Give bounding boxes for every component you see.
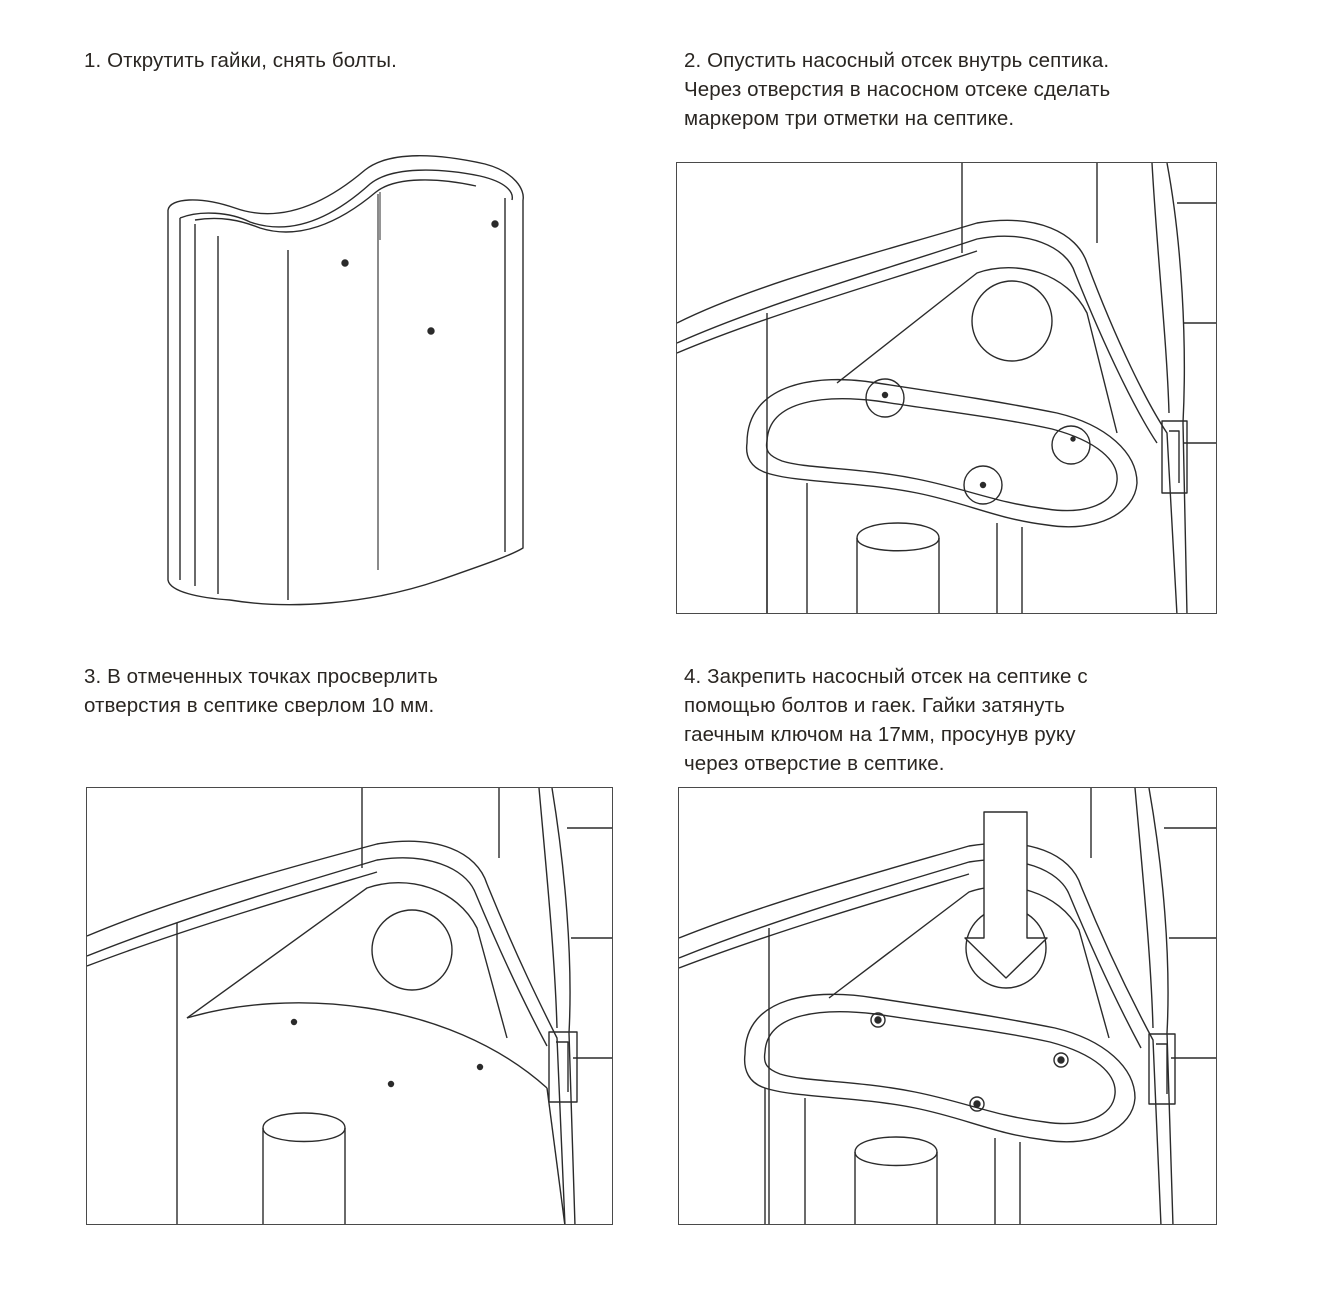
step-4-caption — [684, 662, 1088, 778]
step-3-line-1: 3. В отмеченных точках просверлить — [84, 665, 439, 688]
step-2-line-3: маркером три отметки на септике. — [684, 107, 1015, 130]
step-4-illustration — [678, 787, 1217, 1225]
step-2-line-1: 2. Опустить насосный отсек внутрь септика. — [684, 49, 1110, 72]
step-1-caption — [84, 46, 397, 75]
step-3-caption — [84, 662, 438, 720]
step-3-illustration — [86, 787, 613, 1225]
step-2-caption — [684, 46, 1110, 133]
step-4-line-4: через отверстие в септике. — [684, 752, 945, 775]
step-4-line-2: помощью болтов и гаек. Гайки затянуть — [684, 694, 1065, 717]
step-1-illustration — [140, 140, 560, 620]
step-2-illustration — [676, 162, 1217, 614]
step-3-line-2: отверстия в септике сверлом 10 мм. — [84, 694, 435, 717]
step-4-line-3: гаечным ключом на 17мм, просунув руку — [684, 723, 1076, 746]
step-2-line-2: Через отверстия в насосном отсеке сделать — [684, 78, 1111, 101]
step-1-line-1: 1. Открутить гайки, снять болты. — [84, 49, 397, 72]
step-4-line-1: 4. Закрепить насосный отсек на септике с — [684, 665, 1088, 688]
